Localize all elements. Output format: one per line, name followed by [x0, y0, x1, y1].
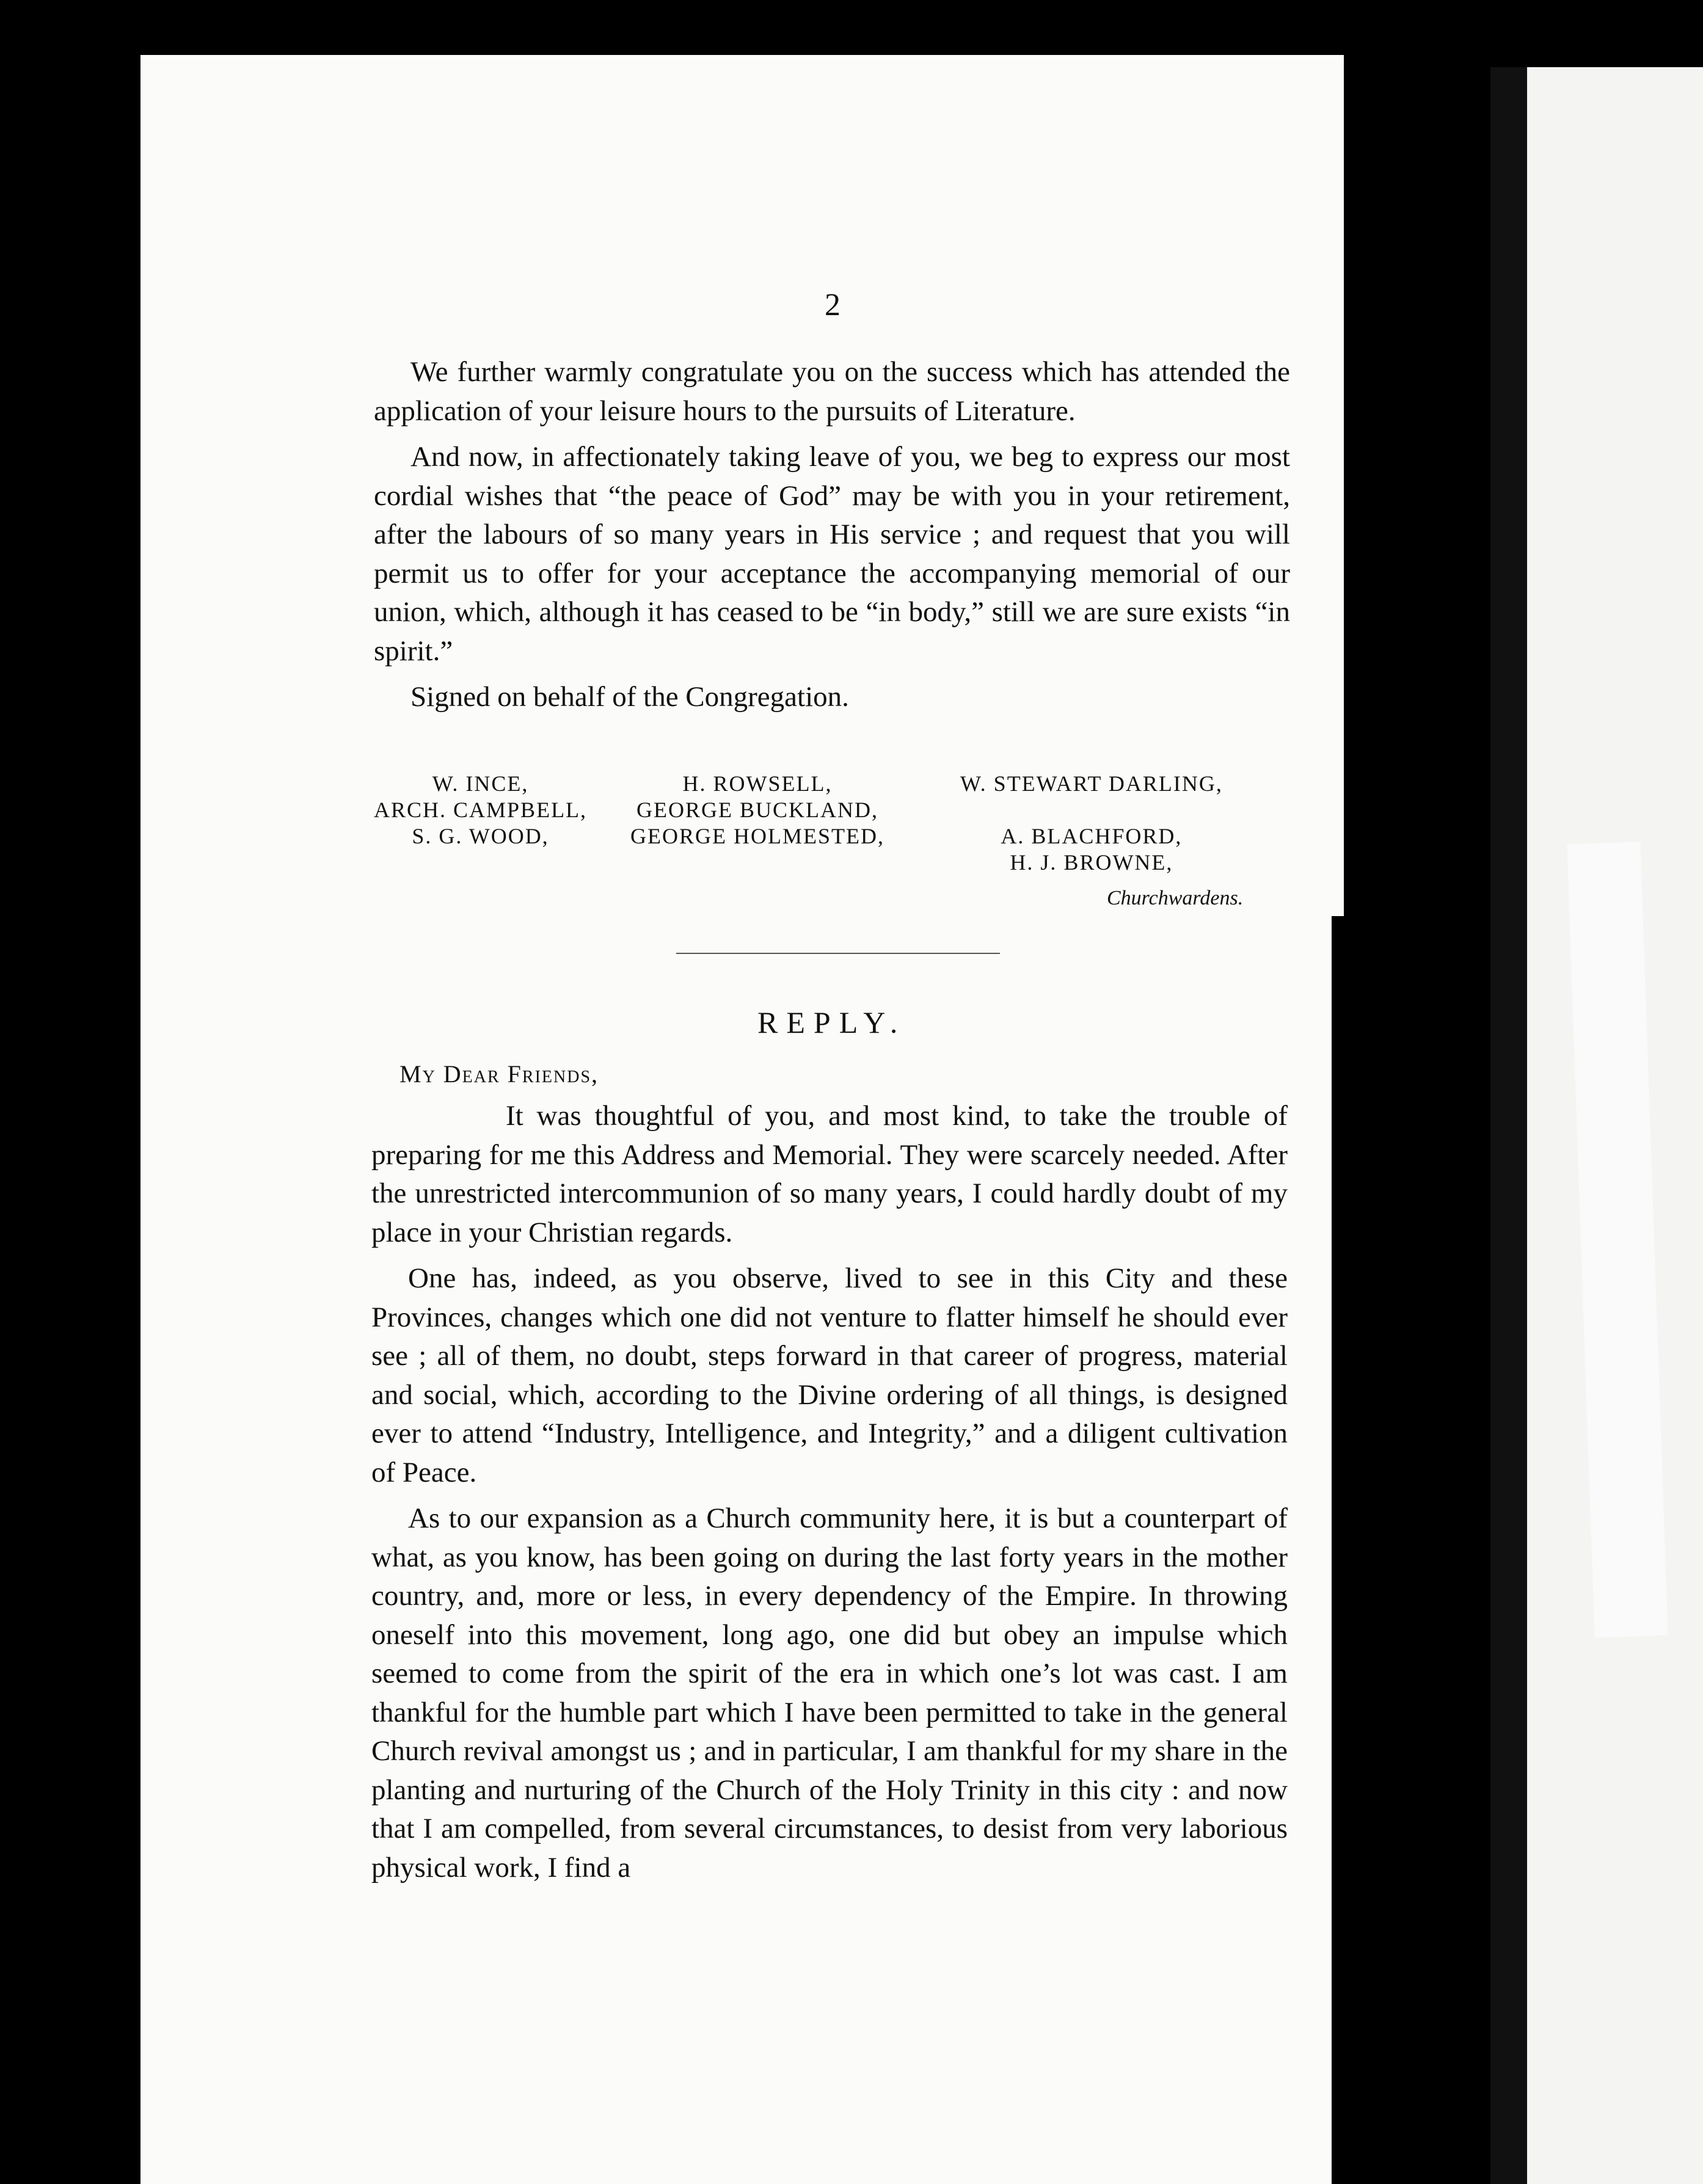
reply-body: [371, 1097, 1288, 1895]
signatory-name: H. ROWSELL,: [682, 771, 833, 796]
reply-paragraph: It was thoughtful of you, and most kind, to take the trouble of preparing for me this Address and Memorial. They were scarcely needed. After the unrestricted intercommunion of so many years, I could hardly doubt of my place in your Christian regards.: [371, 1100, 1288, 1248]
reply-paragraph: One has, indeed, as you observe, lived to see in this City and these Provinces, changes which one did not venture to flatter himself he should ever see ; all of them, no doubt, steps forward in that career of progress, material and social, which, according to the Divine ordering of all things, is designed ever to attend “Industry, Intelligence, and Integrity,” and a diligent cultivation of Peace.: [371, 1262, 1288, 1488]
torn-page-edge: [1332, 916, 1380, 2184]
signatory-name: ARCH. CAMPBELL,: [374, 798, 588, 822]
address-paragraph: Signed on behalf of the Congregation.: [410, 681, 849, 713]
signatory-column: [374, 771, 587, 850]
signatory-name: GEORGE BUCKLAND,: [636, 798, 878, 822]
spacer: [960, 797, 1223, 823]
reply-paragraph: As to our expansion as a Church community here, it is but a counterpart of what, as you know, has been going on during the last forty years in the mother country, and, more or less, in every dependency of the Empire. In throwing oneself into this movement, long ago, one did but obey an impulse which seemed to come from the spirit of the era in which one’s lot was cast. I am thankful for the humble part which I have been permitted to take in the general Church revival amongst us ; and in particular, I am thankful for my share in the planting and nurturing of the Church of the Holy Trinity in this city : and now that I am compelled, from several circumstances, to desist from very laborious physical work, I find a: [371, 1502, 1288, 1884]
address-paragraph: And now, in affectionately taking leave of you, we beg to express our most cordial wishes that “the peace of God” may be with you in your retirement, after the labours of so many years in His service ; and request that you will permit us to offer for your acceptance the accompanying memorial of our union, which, although it has ceased to be “in body,” still we are sure exists “in spirit.”: [374, 441, 1290, 667]
signatory-name: W. STEWART DARLING,: [960, 771, 1223, 796]
churchwarden-name: A. BLACHFORD,: [1001, 824, 1183, 848]
salutation: My Dear Friends,: [399, 1060, 599, 1088]
churchwardens-title: Churchwardens.: [1107, 887, 1244, 909]
churchwarden-name: H. J. BROWNE,: [1010, 850, 1173, 875]
address-paragraph: We further warmly congratulate you on the success which has attended the application of your leisure hours to the pursuits of Literature.: [374, 356, 1290, 427]
section-divider: [676, 953, 1000, 954]
signatory-name: S. G. WOOD,: [412, 824, 549, 848]
binding-shadow: [1490, 67, 1527, 2184]
signatory-column: [630, 771, 884, 850]
page-number: 2: [825, 288, 841, 322]
address-body: [374, 353, 1290, 724]
signatory-name: W. INCE,: [432, 771, 529, 796]
reply-heading: REPLY.: [757, 1005, 906, 1039]
signatory-name: GEORGE HOLMESTED,: [630, 824, 884, 848]
signatory-column: [960, 771, 1223, 876]
